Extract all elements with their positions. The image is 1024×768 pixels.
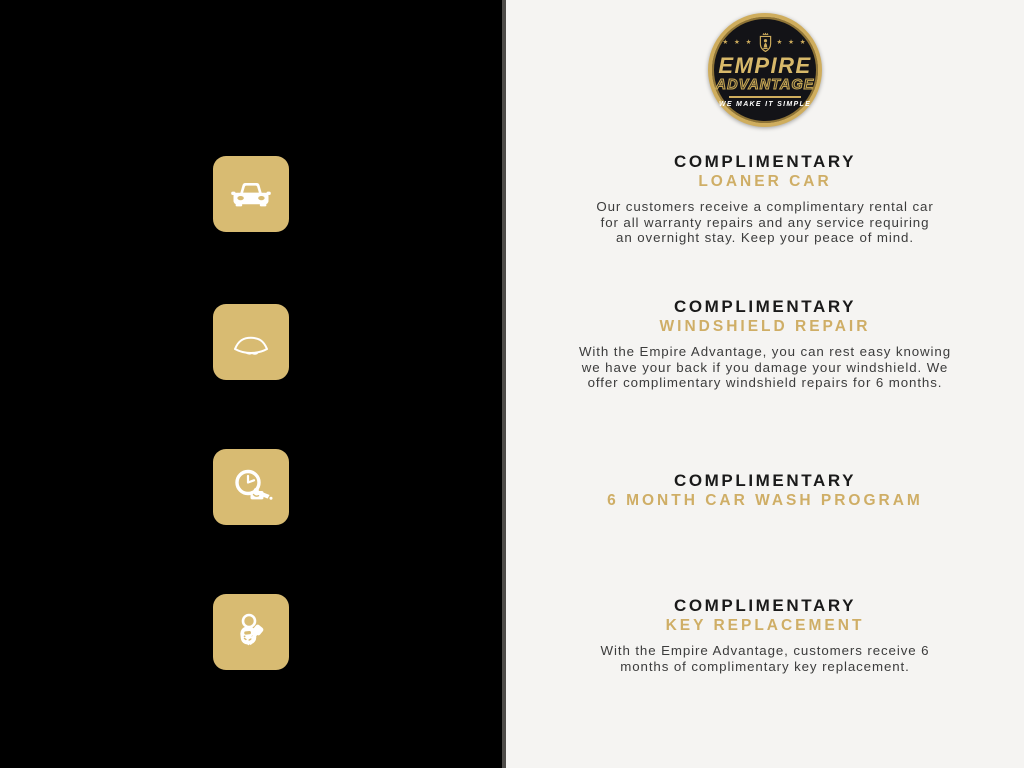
- section-windshield-repair: [506, 297, 1024, 391]
- logo-divider-line: [729, 96, 801, 98]
- section-subheading: LOANER CAR: [698, 173, 832, 190]
- stars-right-icon: ★ ★ ★: [776, 38, 808, 46]
- stars-left-icon: ★ ★ ★: [722, 38, 754, 46]
- crowned-shield-icon: [758, 32, 773, 54]
- logo-subtitle: ADVANTAGE: [715, 76, 815, 93]
- body-line: With the Empire Advantage, customers receive 6: [600, 643, 930, 658]
- section-heading: COMPLIMENTARY: [673, 471, 857, 490]
- section-body: [506, 199, 1024, 246]
- section-body: [506, 643, 1024, 674]
- body-line: for all warranty repairs and any service requiring: [600, 214, 930, 230]
- section-heading: COMPLIMENTARY: [673, 596, 857, 615]
- windshield-tile: [213, 304, 289, 380]
- body-line: With the Empire Advantage, you can rest easy knowing: [578, 344, 951, 359]
- section-subheading: KEY REPLACEMENT: [665, 617, 865, 634]
- section-key-replacement: [506, 596, 1024, 674]
- content-panel: [506, 0, 1024, 768]
- logo-title: EMPIRE: [718, 52, 812, 78]
- section-body: [506, 344, 1024, 391]
- section-subheading: WINDSHIELD REPAIR: [659, 318, 871, 335]
- section-heading: COMPLIMENTARY: [673, 152, 857, 171]
- car-icon: [227, 170, 275, 218]
- body-line: we have your back if you damage your windshield. We: [581, 359, 949, 375]
- body-line: Our customers receive a complimentary rental car: [596, 199, 934, 214]
- body-line: offer complimentary windshield repairs for 6 months.: [587, 375, 943, 391]
- windshield-icon: [227, 318, 275, 366]
- section-subheading: 6 MONTH CAR WASH PROGRAM: [607, 492, 923, 509]
- logo-emblem-row: [722, 32, 807, 54]
- icon-panel: [0, 0, 502, 768]
- key-icon: [227, 608, 275, 656]
- loaner-car-tile: [213, 156, 289, 232]
- clock-oil-icon: [227, 463, 275, 511]
- body-line: an overnight stay. Keep your peace of mind.: [616, 230, 914, 246]
- car-wash-tile: [213, 449, 289, 525]
- section-car-wash-program: [506, 471, 1024, 510]
- empire-advantage-logo: [708, 13, 822, 127]
- section-heading: COMPLIMENTARY: [673, 297, 857, 316]
- key-replacement-tile: [213, 594, 289, 670]
- section-loaner-car: [506, 152, 1024, 246]
- logo-tagline: WE MAKE IT SIMPLE: [718, 100, 812, 108]
- body-line: months of complimentary key replacement.: [620, 658, 910, 674]
